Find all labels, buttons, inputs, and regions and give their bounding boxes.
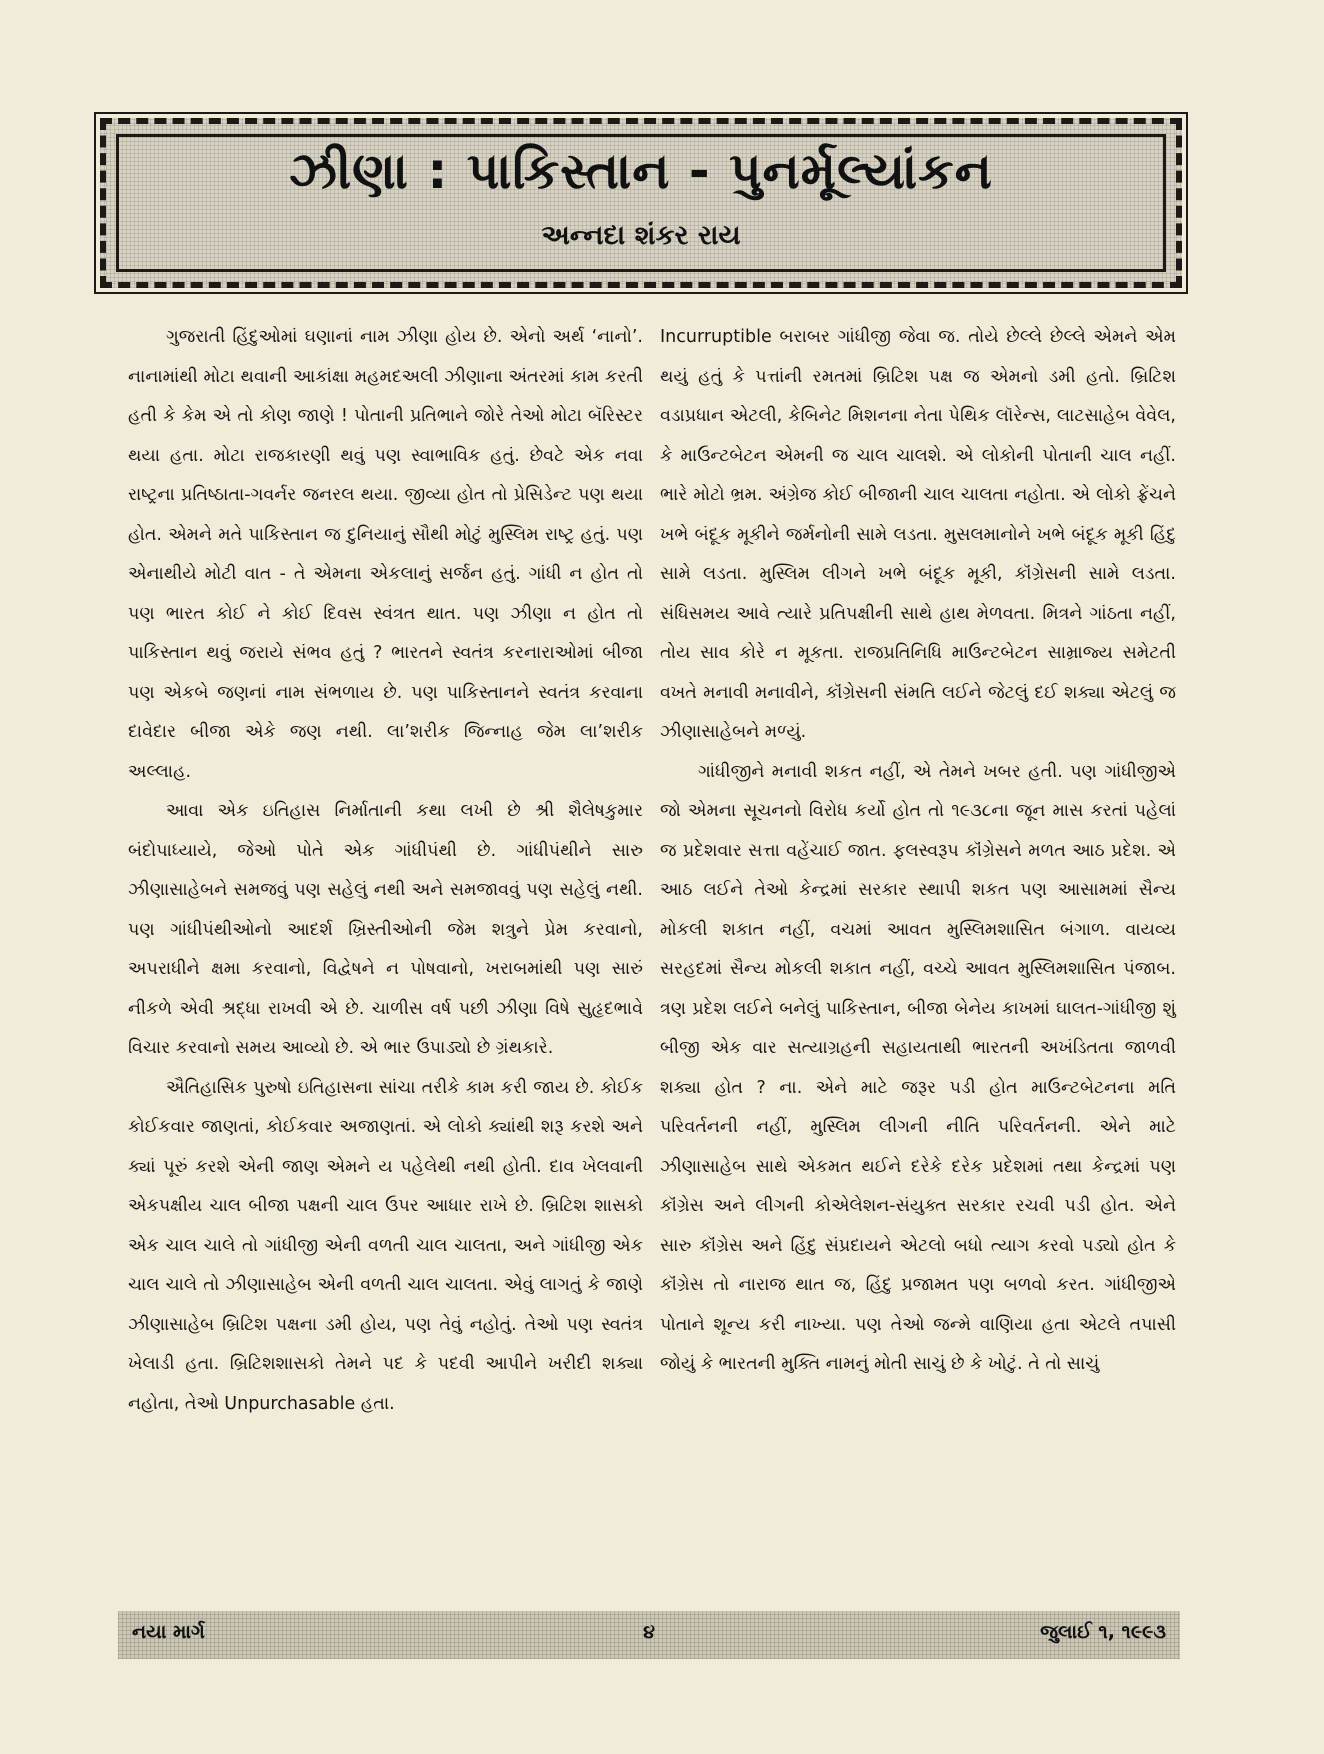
left-column bbox=[128, 318, 643, 1424]
publication-name: નયા માર્ગ bbox=[132, 1621, 205, 1643]
paragraph: ઐતિહાસિક પુરુષો ઇતિહાસના સાંચા તરીકે કામ કરી જાય છે. કોઈક કોઈકવાર જાણતાં, કોઈકવાર અજાણતાં. એ લોકો ક્યાંથી શરૂ કરશે અને ક્યાં પૂરું કરશે એની જાણ એમને ય પહેલેથી નથી હોતી. દાવ ખેલવાની એકપક્ષીય ચાલ બીજા પક્ષની ચાલ ઉપર આધાર રાખે છે. બ્રિટિશ શાસકો એક ચાલ ચાલે તો ગાંધીજી એની વળતી ચાલ ચાલતા, અને ગાંધીજી એક ચાલ ચાલે તો ઝીણાસાહેબ એની વળતી ચાલ ચાલતા. એવું લાગતું કે જાણે ઝીણાસાહેબ બ્રિટિશ પક્ષના ડમી હોય, પણ તેવું નહોતું. તેઓ પણ સ્વતંત્ર ખેલાડી હતા. બ્રિટિશશાસકો તેમને પદ કે પદવી આપીને ખરીદી શક્યા નહોતા, તેઓ Unpurchasable હતા. bbox=[128, 1077, 643, 1414]
article-header-box bbox=[100, 118, 1182, 288]
article-author: અન્નદા શંકર રાય bbox=[541, 220, 741, 251]
paragraph: ગુજરાતી હિંદુઓમાં ઘણાનાં નામ ઝીણા હોય છે. એનો અર્થ ‘નાનો’. નાનામાંથી મોટા થવાની આકાંક્ષા મહમદઅલી ઝીણાના અંતરમાં કામ કરતી હતી કે કેમ એ તો કોણ જાણે ! પોતાની પ્રતિભાને જોરે તેઓ મોટા બૅરિસ્ટર થયા હતા. મોટા રાજકારણી થવું પણ સ્વાભાવિક હતું. છેવટે એક નવા રાષ્ટ્રના પ્રતિષ્ઠાતા-ગવર્નર જનરલ થયા. જીવ્યા હોત તો પ્રેસિડેન્ટ પણ થયા હોત. એમને મતે પાકિસ્તાન જ દુનિયાનું સૌથી મોટું મુસ્લિમ રાષ્ટ્ર હતું. પણ એનાથીયે મોટી વાત - તે એમના એકલાનું સર્જન હતું. ગાંધી ન હોત તો પણ ભારત કોઈ ને કોઈ દિવસ સ્વંત્રત થાત. પણ ઝીણા ન હોત તો પાકિસ્તાન થવું જરાયે સંભવ હતું ? ભારતને સ્વતંત્ર કરનારાઓમાં બીજા પણ એકબે જણનાં નામ સંભળાય છે. પણ પાકિસ્તાનને સ્વતંત્ર કરવાના દાવેદાર બીજા એકે જણ નથી. લા’શરીક જિન્નાહ જેમ લા’શરીક અલ્લાહ. bbox=[128, 327, 643, 782]
right-column bbox=[660, 318, 1176, 1385]
paragraph: Incurruptible બરાબર ગાંધીજી જેવા જ. તોયે છેલ્લે છેલ્લે એમને એમ થયું હતું કે પત્તાંની રમતમાં બ્રિટિશ પક્ષ જ એમનો ડમી હતો. બ્રિટિશ વડાપ્રધાન એટલી, કેબિનેટ મિશનના નેતા પેથિક લૉરેન્સ, લાટસાહેબ વેવેલ, કે માઉન્ટબેટન એમની જ ચાલ ચાલશે. એ લોકોની પોતાની ચાલ નહીં. ભારે મોટો ભ્રમ. અંગ્રેજ કોઈ બીજાની ચાલ ચાલતા નહોતા. એ લોકો ફ્રેંચને ખભે બંદૂક મૂકીને જર્મનોની સામે લડતા. મુસલમાનોને ખભે બંદૂક મૂકી હિંદુ સામે લડતા. મુસ્લિમ લીગને ખભે બંદૂક મૂકી, કૉંગ્રેસની સામે લડતા. સંધિસમય આવે ત્યારે પ્રતિપક્ષીની સાથે હાથ મેળવતા. મિત્રને ગાંઠતા નહીં, તોય સાવ કોરે ન મૂકતા. રાજપ્રતિનિધિ માઉન્ટબેટન સામ્રાજ્ય સમેટતી વખતે મનાવી મનાવીને, કૉંગ્રેસની સંમતિ લઈને જેટલું દઈ શક્યા એટલું જ ઝીણાસાહેબને મળ્યું. bbox=[660, 327, 1176, 742]
page-number: ૪ bbox=[643, 1621, 655, 1643]
page-footer bbox=[118, 1611, 1180, 1659]
paragraph: ગાંધીજીને મનાવી શકત નહીં, એ તેમને ખબર હતી. પણ ગાંધીજીએ જો એમના સૂચનનો વિરોધ કર્યો હોત તો ૧૯૩૮ના જૂન માસ કરતાં પહેલાં જ પ્રદેશવાર સત્તા વહેંચાઈ જાત. ફલસ્વરૂપ કૉંગ્રેસને મળત આઠ પ્રદેશ. એ આઠ લઈને તેઓ કેન્દ્રમાં સરકાર સ્થાપી શકત પણ આસામમાં સૈન્ય મોકલી શકાત નહીં, વચમાં આવત મુસ્લિમશાસિત બંગાળ. વાયવ્ય સરહદમાં સૈન્ય મોકલી શકાત નહીં, વચ્ચે આવત મુસ્લિમશાસિત પંજાબ. ત્રણ પ્રદેશ લઈને બનેલું પાકિસ્તાન, બીજા બેનેય કાખમાં ઘાલત-ગાંધીજી શું બીજી એક વાર સત્યાગ્રહની સહાયતાથી ભારતની અખંડિતતા જાળવી શક્યા હોત ? ના. એને માટે જરૂર પડી હોત માઉન્ટબેટનના મતિ પરિવર્તનની નહીં, મુસ્લિમ લીગની નીતિ પરિવર્તનની. એને માટે ઝીણાસાહેબ સાથે એકમત થઈને દરેકે દરેક પ્રદેશમાં તથા કેન્દ્રમાં પણ કૉંગ્રેસ અને લીગની કોએલેશન-સંયુક્ત સરકાર રચવી પડી હોત. એને સારુ કૉંગ્રેસ અને હિંદુ સંપ્રદાયને એટલો બધો ત્યાગ કરવો પડ્યો હોત કે કૉંગ્રેસ તો નારાજ થાત જ, હિંદુ પ્રજામત પણ બળવો કરત. ગાંધીજીએ પોતાને શૂન્ય કરી નાખ્યા. પણ તેઓ જન્મે વાણિયા હતા એટલે તપાસી જોયું કે ભારતની મુક્તિ નામનું મોતી સાચું છે કે ખોટું. તે તો સાચું bbox=[660, 761, 1176, 1374]
article-title: ઝીણા : પાકિસ્તાન - પુનર્મૂલ્યાંકન bbox=[289, 142, 993, 200]
paragraph: આવા એક ઇતિહાસ નિર્માતાની કથા લખી છે શ્રી શૈલેષકુમાર બંદોપાધ્યાયે, જેઓ પોતે એક ગાંધીપંથી છે. ગાંધીપંથીને સારુ ઝીણાસાહેબને સમજવું પણ સહેલું નથી અને સમજાવવું પણ સહેલું નથી. પણ ગાંધીપંથીઓનો આદર્શ ખ્રિસ્તીઓની જેમ શત્રુને પ્રેમ કરવાનો, અપરાધીને ક્ષમા કરવાનો, વિદ્વેષને ન પોષવાનો, ખરાબમાંથી પણ સારું નીકળે એવી શ્રદ્ધા રાખવી એ છે. ચાળીસ વર્ષ પછી ઝીણા વિષે સુહૃદભાવે વિચાર કરવાનો સમય આવ્યો છે. એ ભાર ઉપાડ્યો છે ગ્રંથકારે. bbox=[128, 801, 643, 1058]
issue-date: જુલાઈ ૧, ૧૯૯૩ bbox=[1040, 1621, 1166, 1643]
